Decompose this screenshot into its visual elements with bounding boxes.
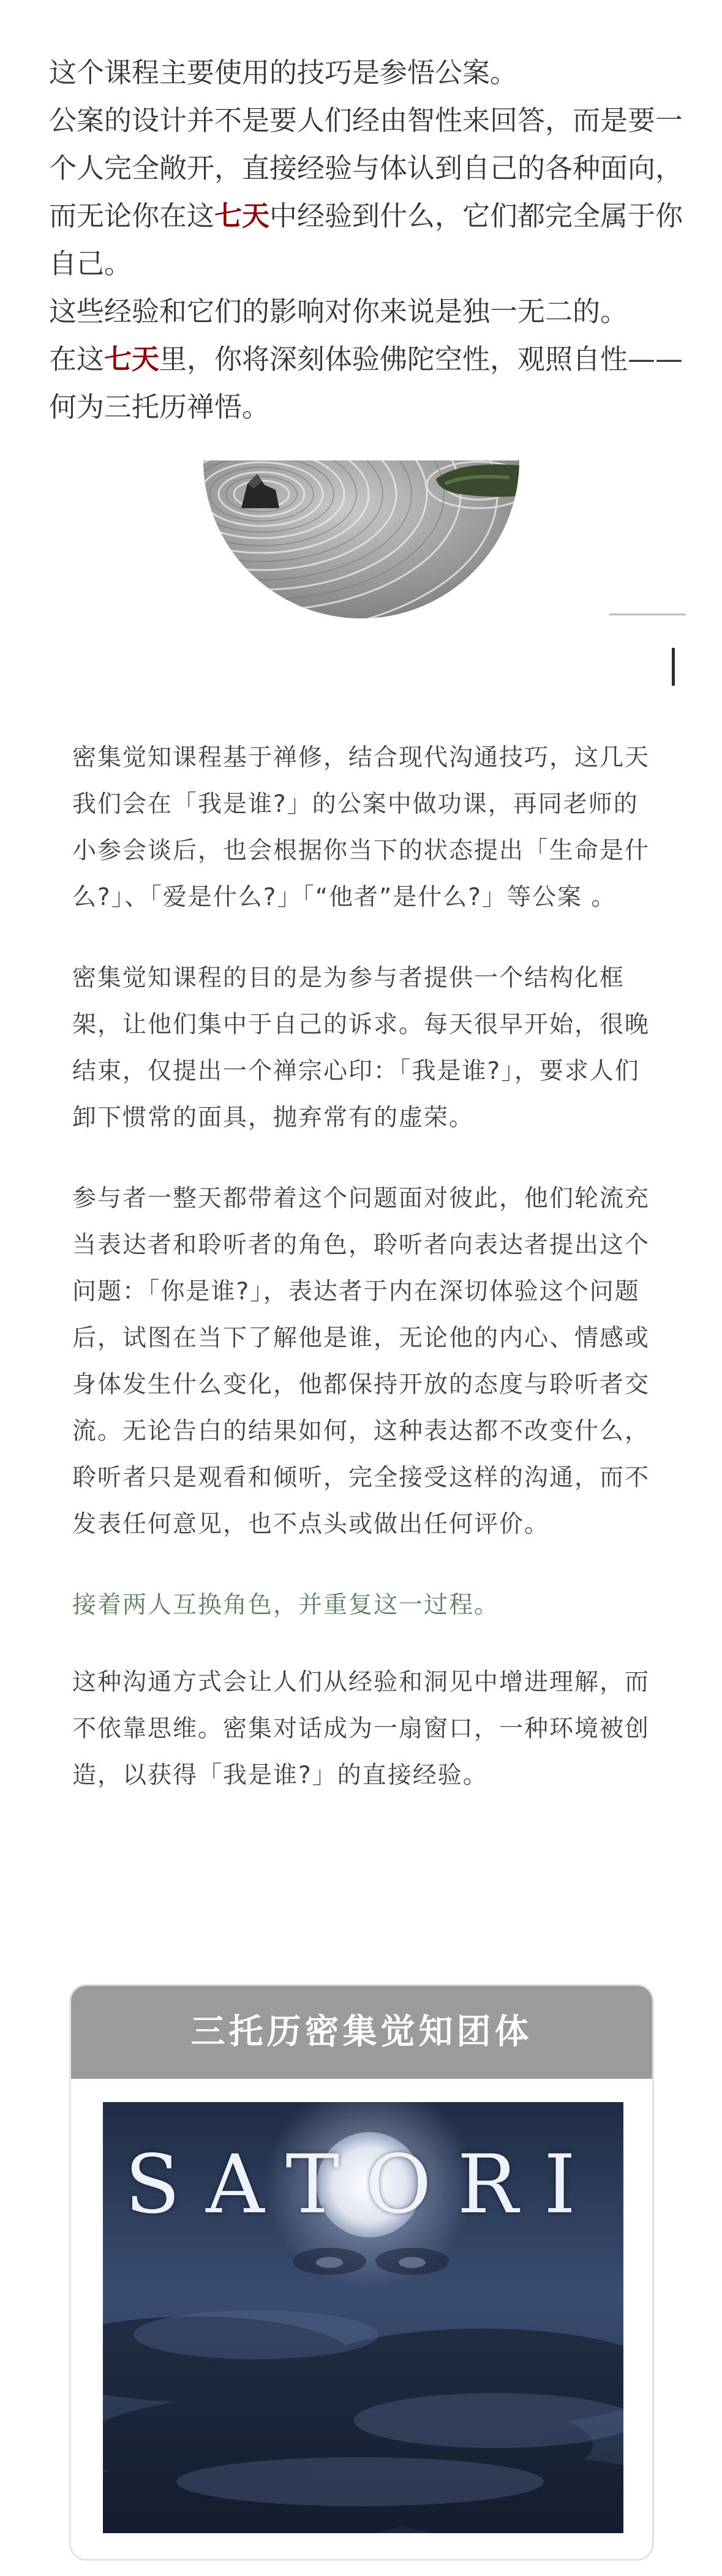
satori-poster-image — [103, 2102, 623, 2533]
body-paragraph: 这种沟通方式会让人们从经验和洞见中增进理解，而不依靠思维。密集对话成为一扇窗口，一种环境被创造，以获得「我是谁?」的直接经验。 — [72, 1669, 650, 1789]
card-title: 三托历密集觉知团体 — [71, 1986, 652, 2079]
intro-section — [49, 49, 686, 431]
body-paragraph: 参与者一整天都带着这个问题面对彼此，他们轮流充当表达者和聆听者的角色，聆听者向表达者提出这个问题：「你是谁?」，表达者于内在深切体验这个问题后，试图在当下了解他是谁，无论他的内心、情感或身体发生什么变化，他都保持开放的态度与聆听者交流。无论告白的结果如何，这种表达都不改变什么，聆听者只是观看和倾听，完全接受这样的沟通，而不发表任何意见，也不点头或做出任何评价。 — [72, 1185, 650, 1538]
body-paragraph: 密集觉知课程基于禅修，结合现代沟通技巧，这几天我们会在「我是谁?」的公案中做功课，再同老师的小参会谈后，也会根据你当下的状态提出「生命是什么?」、「爱是什么?」「“他者”是什么?」等公案 。 — [72, 744, 650, 911]
intro-text: 里，你将深刻体验佛陀空性，观照自性——何为三托历禅悟。 — [49, 343, 683, 423]
zen-garden-image — [203, 460, 519, 618]
intro-paragraph: 这些经验和它们的影响对你来说是独一无二的。 — [49, 295, 628, 328]
intro-paragraph: 这个课程主要使用的技巧是参悟公案。 — [49, 56, 518, 89]
highlight-seven-days: 七天 — [104, 343, 160, 375]
divider-line — [609, 614, 686, 615]
intro-text: 公案的设计并不是要人们经由智性来回答，而是要一个人完全敞开，直接经验与体认到自己的各种面向，而无论你在这 — [49, 104, 683, 232]
intro-paragraph — [49, 97, 686, 288]
highlight-paragraph: 接着两人互换角色，并重复这一过程。 — [72, 1591, 500, 1619]
highlight-seven-days: 七天 — [214, 200, 270, 232]
poster-title: SATORI — [124, 2138, 602, 2232]
intro-text: 中经验到什么，它们都完全属于你自己。 — [49, 200, 683, 280]
satori-group-card — [69, 1984, 654, 2561]
zen-garden-graphic — [203, 460, 519, 618]
intro-paragraph — [49, 336, 686, 431]
course-description — [72, 735, 654, 1799]
divider-bar — [672, 648, 675, 686]
body-paragraph: 密集觉知课程的目的是为参与者提供一个结构化框架，让他们集中于自己的诉求。每天很早开始，很晚结束，仅提出一个禅宗心印：「我是谁?」，要求人们卸下惯常的面具，抛弃常有的虚荣。 — [72, 964, 650, 1132]
intro-text: 在这 — [49, 343, 105, 375]
